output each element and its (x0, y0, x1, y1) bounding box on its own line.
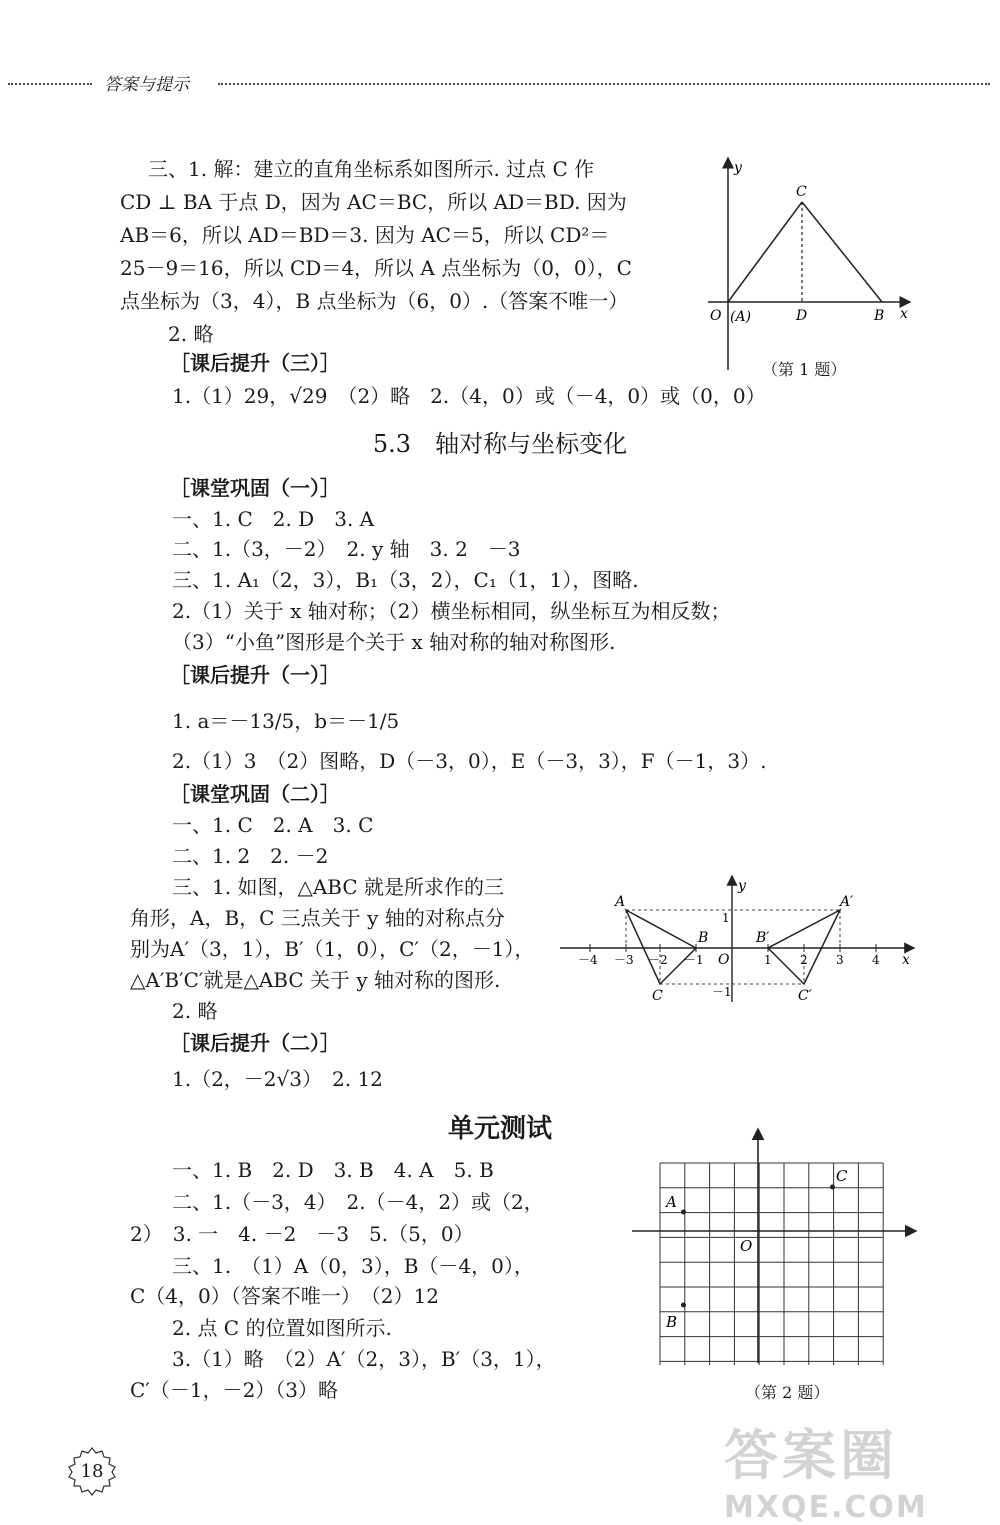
text-line: 角形，A，B，C 三点关于 y 轴的对称点分 (130, 906, 505, 930)
label-c: C (652, 988, 663, 1004)
figure-1-caption: （第 1 题） (762, 360, 847, 379)
tick-label: －1 (712, 985, 732, 999)
label-c-prime: C′ (798, 988, 812, 1004)
section-heading: ［课后提升（一）］ (170, 663, 340, 687)
text-line: 三、1. 解：建立的直角坐标系如图所示. 过点 C 作 (148, 157, 595, 181)
text-line: 二、1.（－3，4） 2.（－4，2）或（2， (172, 1190, 544, 1214)
label-c: C (836, 1167, 848, 1185)
label-a: (A) (730, 309, 752, 325)
text-line: 1.（2，－2√3） 2. 12 (172, 1067, 383, 1091)
axis-label-y: y (734, 160, 742, 176)
text-line: C′（－1，－2）（3）略 (130, 1378, 339, 1402)
text-line: 一、1. C 2. A 3. C (172, 813, 374, 837)
axis-label-x: x (902, 952, 910, 968)
text-line: 点坐标为（3，4），B 点坐标为（6，0）.（答案不唯一） (120, 289, 629, 313)
text-line: 2. 点 C 的位置如图所示. (172, 1316, 392, 1340)
text-line: AB＝6，所以 AD＝BD＝3. 因为 AC＝5，所以 CD²＝ (120, 223, 610, 247)
figure-2-reflection (560, 872, 920, 1008)
section-heading: ［课堂巩固（二）］ (170, 782, 340, 806)
text-line: 二、1. 2 2. －2 (172, 844, 329, 868)
section-heading: ［课堂巩固（一）］ (170, 476, 340, 500)
tick-label: －2 (648, 953, 668, 967)
label-origin: O (710, 308, 722, 324)
text-line: 2） 3. 一 4. －2 －3 5.（5，0） (130, 1222, 474, 1246)
text-line: 一、1. C 2. D 3. A (172, 507, 375, 531)
text-line: △A′B′C′就是△ABC 关于 y 轴对称的图形. (130, 968, 501, 992)
text-line: 三、1. （1）A（0，3），B（－4，0）， (172, 1254, 534, 1278)
running-header (0, 70, 1000, 94)
text-line: 1.（1）29，√29 （2）略 2.（4，0）或（－4，0）或（0，0） (172, 384, 766, 408)
text-line: 2. 略 (168, 322, 214, 346)
header-dots-right (218, 83, 990, 85)
axis-label-y: y (738, 878, 746, 894)
text-line: 二、1.（3，－2） 2. y 轴 3. 2 －3 (172, 537, 521, 561)
watermark-text: 答案圈 (724, 1424, 898, 1487)
text-line: 25－9＝16，所以 CD＝4，所以 A 点坐标为（0，0），C (120, 256, 632, 280)
label-c: C (796, 184, 807, 200)
label-b: B (666, 1313, 678, 1331)
text-line: 三、1. A₁（2，3），B₁（3，2），C₁（1，1），图略. (172, 568, 639, 592)
text-line: 1. a＝－13/5，b＝－1/5 (172, 709, 400, 733)
tick-label: －1 (684, 953, 704, 967)
label-origin: O (718, 952, 730, 968)
figure-3-caption: （第 2 题） (745, 1383, 830, 1402)
figure-1-triangle-on-axes (698, 150, 918, 382)
page-number-badge (66, 1445, 118, 1497)
label-a-prime: A′ (840, 894, 854, 910)
section-heading: ［课后提升（二）］ (170, 1031, 340, 1055)
header-dots-left (8, 83, 92, 85)
text-line: 一、1. B 2. D 3. B 4. A 5. B (172, 1158, 494, 1182)
section-title-5-3: 5.3 轴对称与坐标变化 (372, 430, 628, 458)
tick-label: 4 (872, 953, 880, 967)
text-line: 三、1. 如图，△ABC 就是所求作的三 (172, 875, 504, 899)
page-number: 18 (80, 1460, 104, 1482)
text-line: 3.（1）略 （2）A′（2，3），B′（3，1）， (172, 1347, 556, 1371)
section-heading: ［课后提升（三）］ (170, 351, 340, 375)
text-line: 别为A′（3，1），B′（1，0），C′（2，－1）， (130, 937, 535, 961)
text-line: C（4，0）（答案不唯一） （2）12 (130, 1284, 439, 1308)
label-b: B (874, 308, 885, 324)
label-b-prime: B′ (756, 930, 770, 946)
tick-label: 1 (722, 911, 730, 925)
text-line: 2. 略 (172, 999, 218, 1023)
watermark-url: MXQE.COM (724, 1490, 928, 1525)
text-line: 2.（1）3 （2）图略，D（－3，0），E（－3，3），F（－1，3）. (172, 749, 767, 773)
tick-label: 2 (800, 953, 808, 967)
label-a: A (615, 894, 626, 910)
tick-label: 3 (836, 953, 844, 967)
label-b: B (698, 930, 709, 946)
axis-label-x: x (900, 306, 908, 322)
tick-label: 1 (764, 953, 772, 967)
header-title: 答案与提示 (104, 75, 189, 95)
label-origin: O (740, 1237, 753, 1255)
tick-label: －4 (578, 953, 598, 967)
label-d: D (796, 308, 808, 324)
tick-label: －3 (614, 953, 634, 967)
figure-3-grid (630, 1125, 922, 1365)
label-a: A (666, 1193, 677, 1211)
text-line: 2.（1）关于 x 轴对称；（2）横坐标相同，纵坐标互为相反数； (172, 599, 731, 623)
text-line: （3）“小鱼”图形是个关于 x 轴对称的轴对称图形. (172, 630, 616, 654)
watermark-logo (724, 1413, 974, 1525)
text-line: CD ⊥ BA 于点 D，因为 AC＝BC，所以 AD＝BD. 因为 (120, 190, 627, 214)
section-title-unit-test: 单元测试 (447, 1114, 552, 1144)
